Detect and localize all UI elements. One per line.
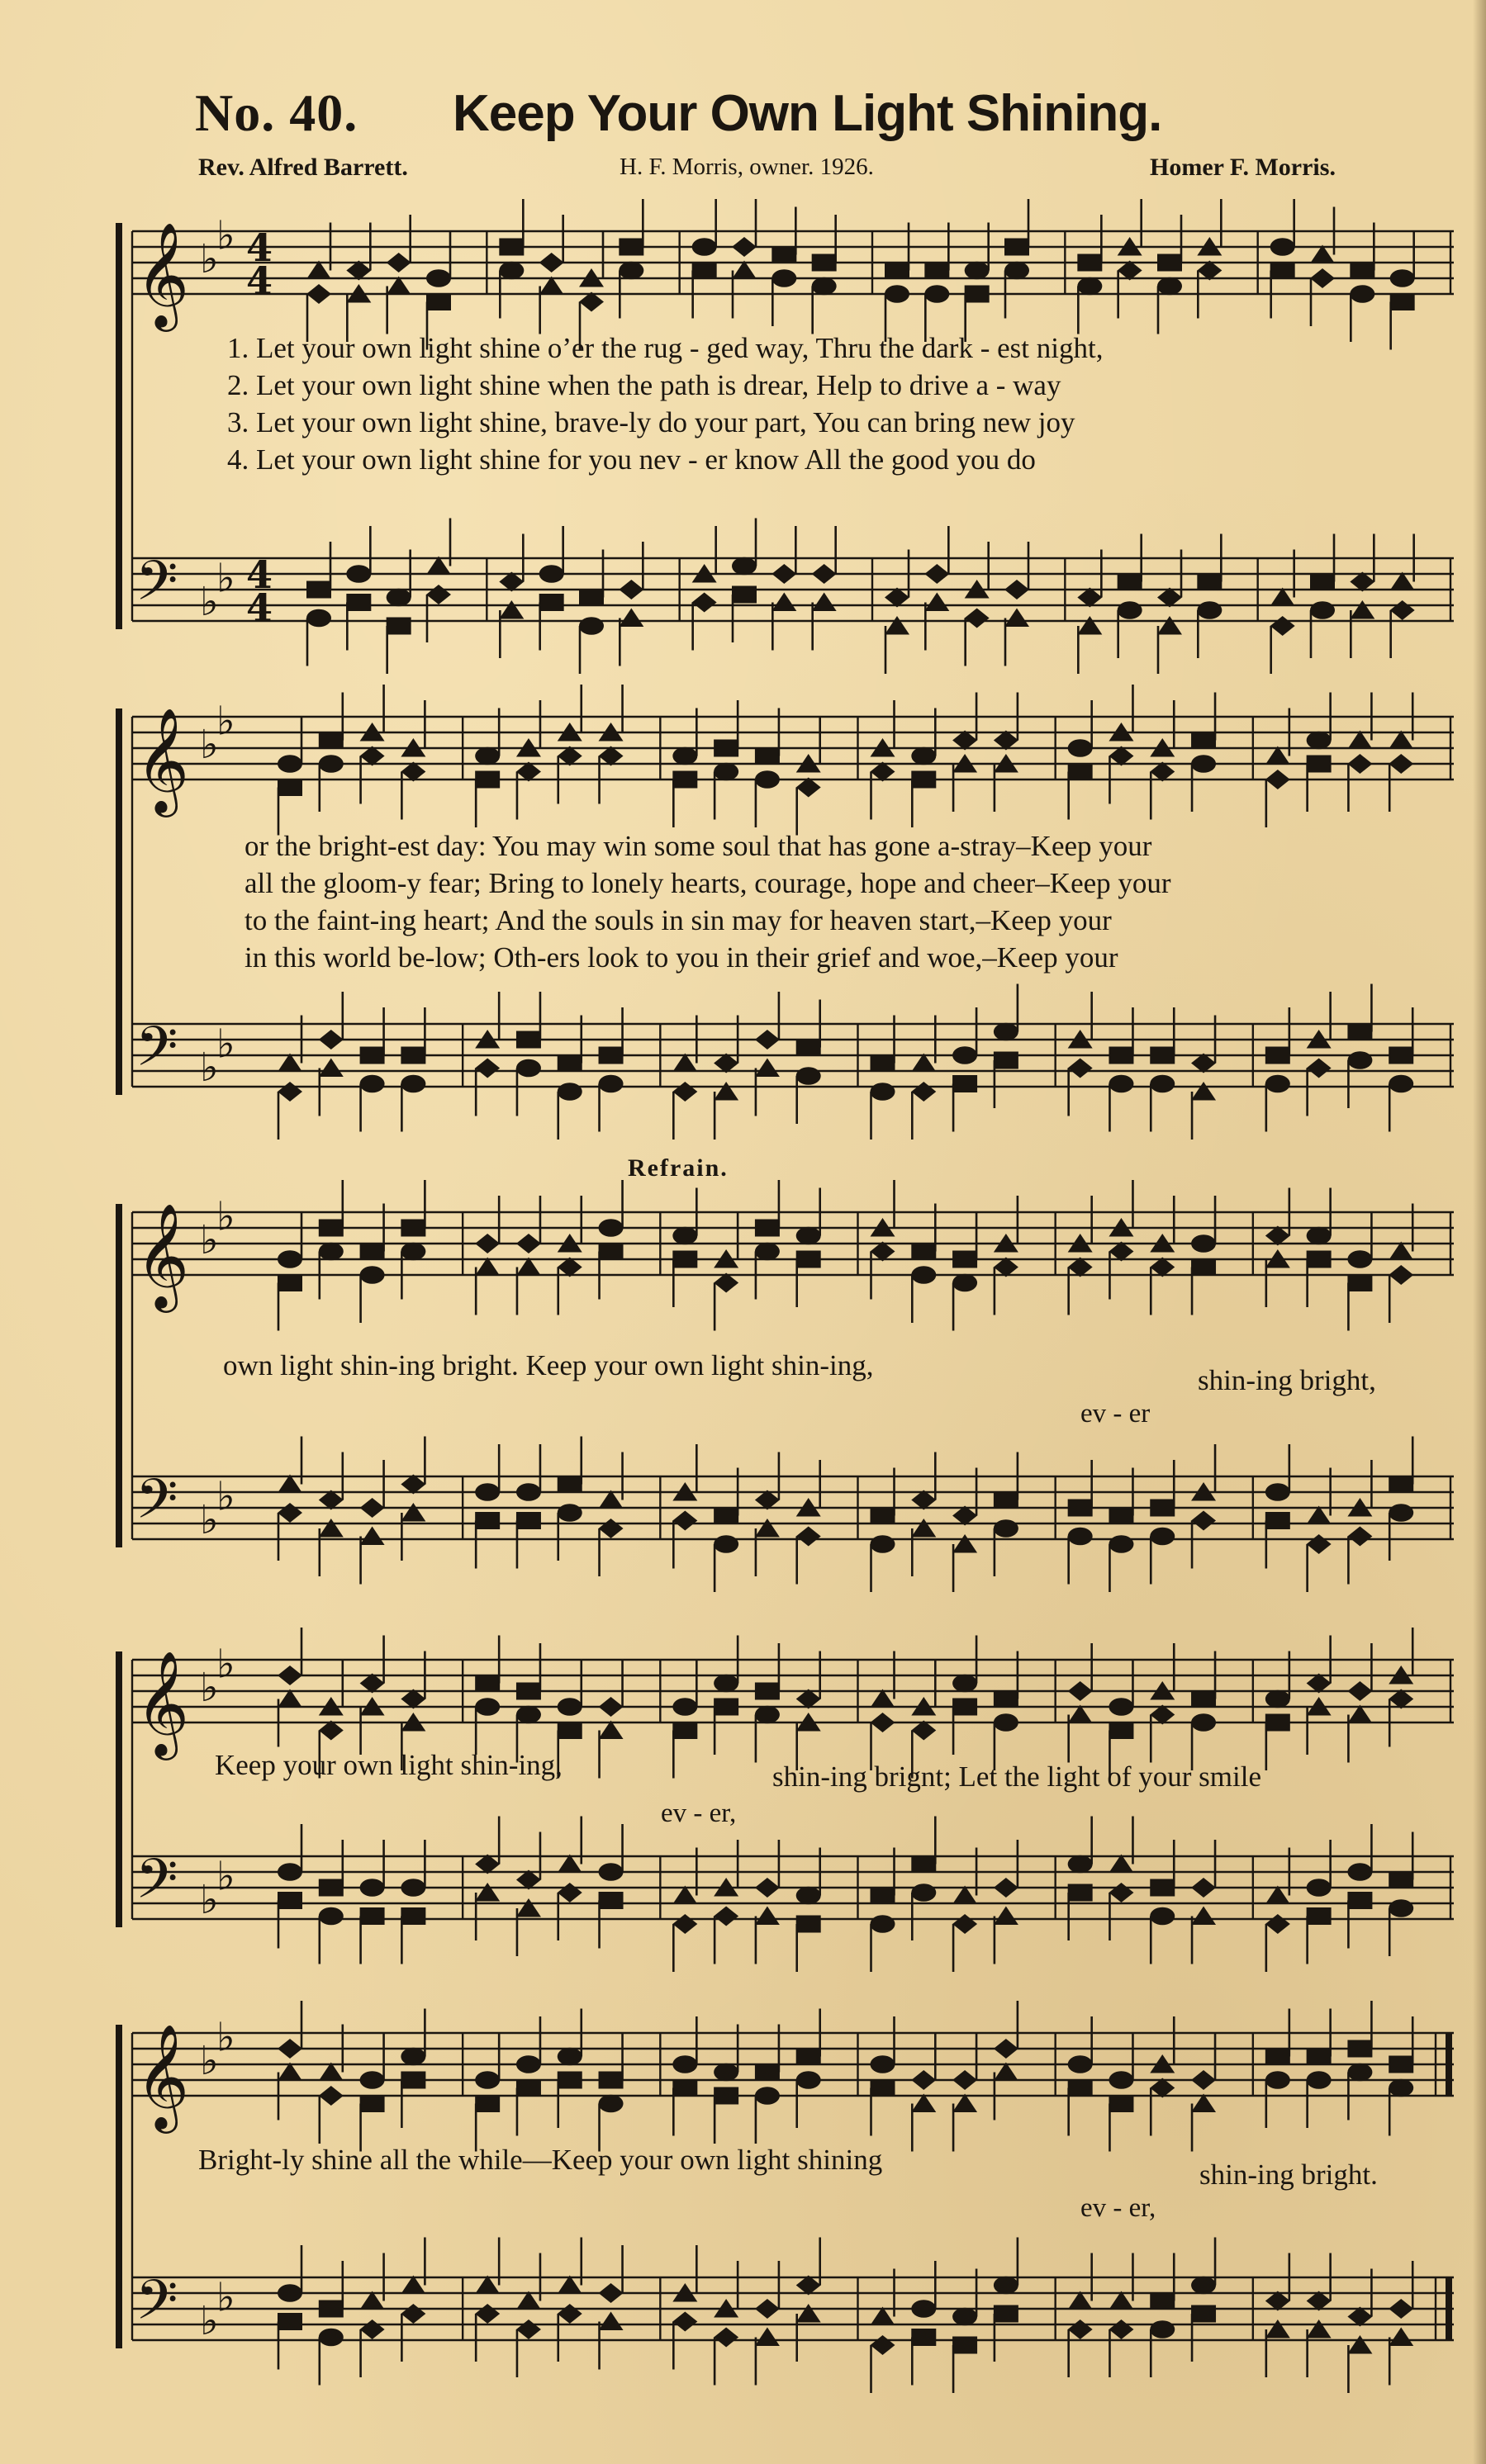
key-signature-flat-5: ♭ [216,2014,235,2061]
soprano-note-5 [1307,2048,1332,2065]
tenor-note-5 [1389,2299,1413,2319]
soprano-note-5 [714,2064,738,2082]
tenor-note-5 [994,2277,1018,2295]
soprano-note-5 [401,2048,425,2066]
alto-note-5 [475,2095,500,2112]
key-signature-flat-3: ♭ [216,1473,235,1520]
refrain-lyric-1c: ev - er [1080,1399,1151,1429]
soprano-note-5 [911,2070,936,2090]
key-signature-flat-4: ♭ [216,1641,235,1688]
bass-clef-3: 𝄢 [135,1467,178,1544]
soprano-note-5 [796,2048,821,2065]
bass-note-5 [516,2319,541,2339]
refrain-lyric-2: Keep your own light shin-ing, [215,1749,563,1781]
bass-clef-4: 𝄢 [135,1847,178,1924]
treble-clef-1: 𝄞 [135,221,190,327]
bass-note-5 [1109,2319,1133,2339]
tenor-note-5 [952,2308,977,2326]
bass-note-5 [319,2329,344,2347]
bass-note-5 [952,2337,977,2354]
bass-note-5 [1347,2335,1372,2354]
alto-note-5 [1265,2071,1290,2089]
verse-1-line-1: 1. Let your own light shine o’er the rug - ged way, Thru the dark - est night, [227,332,1104,364]
bass-note-5 [1068,2319,1093,2339]
refrain-lyric-3: Bright-ly shine all the while—Keep your own light shining [198,2144,883,2176]
treble-clef-3: 𝄞 [135,1202,190,1308]
verse-2-line-1: 2. Let your own light shine when the path is drear, Help to drive a - way [227,369,1061,401]
verse-3-line-2: to the faint-ing heart; And the souls in sin may for heaven start,–Keep your [245,904,1112,936]
system-bar-5 [116,2025,122,2348]
refrain-lyric-2b: shin-ing brignt; Let the light of your smile [772,1760,1262,1793]
bass-note-5 [1265,2319,1290,2338]
key-signature-flat-1: ♭ [216,555,235,602]
soprano-note-5 [278,2039,302,2059]
alto-note-5 [796,2071,821,2089]
time-signature-treble: 4 [246,225,273,270]
page-edge-shadow [1473,0,1486,2464]
bass-note-5 [1389,2328,1413,2347]
bass-note-5 [1191,2305,1216,2323]
alto-note-5 [1109,2095,1133,2112]
bass-note-5 [558,2304,582,2324]
alto-note-5 [1347,2064,1372,2082]
soprano-note-5 [1068,2055,1093,2073]
alto-note-5 [1068,2079,1093,2097]
refrain-lyric-3c: ev - er, [1080,2193,1156,2223]
bass-note-5 [672,2312,697,2332]
soprano-note-5 [516,2055,541,2073]
soprano-note-5 [599,2072,624,2089]
key-signature-flat-2: ♭ [200,1045,219,1091]
key-signature-flat-5: ♭ [216,2274,235,2321]
refrain-lyric-3b: shin-ing bright. [1199,2158,1378,2191]
soprano-note-5 [755,2064,780,2081]
soprano-note-5 [558,2048,582,2066]
verse-4-line-1: 4. Let your own light shine for you nev - er know All the good you do [227,443,1036,476]
refrain-lyric-1b: shin-ing bright, [1198,1364,1376,1396]
bass-note-5 [1150,2320,1175,2338]
key-signature-flat-5: ♭ [200,2038,219,2084]
soprano-note-5 [672,2055,697,2073]
alto-note-5 [401,2072,425,2089]
refrain-lyric-1: own light shin-ing bright. Keep your own light shin-ing, [223,1349,874,1381]
verse-3-line-1: 3. Let your own light shine, brave-ly do your part, You can bring new joy [227,406,1075,438]
key-signature-flat-4: ♭ [200,1665,219,1711]
bass-note-5 [911,2329,936,2346]
bass-note-5 [278,2313,302,2330]
verse-2-line-2: all the gloom-y fear; Bring to lonely hearts, courage, hope and cheer–Keep your [245,867,1171,899]
bass-note-5 [714,2328,738,2348]
tenor-note-5 [755,2299,780,2319]
treble-clef-4: 𝄞 [135,1650,190,1756]
time-signature-treble: 4 [246,258,273,303]
alto-note-5 [516,2079,541,2097]
bass-note-5 [1307,2319,1332,2338]
alto-note-5 [1307,2071,1332,2089]
tenor-note-5 [1150,2292,1175,2310]
soprano-note-5 [475,2071,500,2089]
key-signature-flat-2: ♭ [216,1021,235,1068]
soprano-note-5 [1265,2048,1290,2065]
verse-1-line-2: or the bright-est day: You may win some soul that has gone a-stray–Keep your [245,830,1152,862]
key-signature-flat-5: ♭ [200,2298,219,2344]
key-signature-flat-3: ♭ [216,1193,235,1240]
alto-note-5 [558,2072,582,2089]
bass-note-5 [871,2335,895,2355]
soprano-note-5 [1347,2040,1372,2058]
copyright-notice: H. F. Morris, owner. 1926. [620,154,874,180]
time-signature-bass: 4 [246,585,273,630]
key-signature-flat-3: ♭ [200,1497,219,1543]
alto-note-5 [755,2087,780,2105]
tenor-note-5 [278,2284,302,2302]
key-signature-flat-1: ♭ [200,579,219,625]
refrain-lyric-2c: ev - er, [661,1798,737,1828]
bass-note-5 [599,2312,624,2331]
hymn-title: Keep Your Own Light Shining. [453,85,1162,142]
final-barline [1446,2277,1452,2340]
alto-note-5 [319,2086,344,2106]
bass-note-5 [475,2304,500,2324]
bass-note-5 [360,2319,385,2339]
treble-clef-2: 𝄞 [135,707,190,813]
verse-4-line-2: in this world be-low; Oth-ers look to you in their grief and woe,–Keep your [245,941,1118,974]
bass-note-5 [796,2304,821,2323]
soprano-note-5 [1109,2071,1133,2089]
bass-note-5 [401,2304,425,2324]
alto-note-5 [714,2087,738,2105]
key-signature-flat-4: ♭ [216,1853,235,1900]
key-signature-flat-3: ♭ [200,1217,219,1263]
bass-clef-5: 𝄢 [135,2268,178,2345]
soprano-note-5 [952,2070,977,2090]
tenor-note-5 [319,2301,344,2318]
hymn-number: No. 40. [195,83,358,142]
composer-credit: Homer F. Morris. [1150,154,1336,181]
alto-note-5 [1389,2079,1413,2097]
soprano-note-5 [1389,2056,1413,2073]
soprano-note-5 [1191,2070,1216,2090]
alto-note-5 [871,2079,895,2097]
bass-clef-2: 𝄢 [135,1015,178,1092]
key-signature-flat-1: ♭ [200,236,219,282]
refrain-label: Refrain. [628,1154,729,1182]
tenor-note-5 [599,2283,624,2303]
key-signature-flat-4: ♭ [200,1877,219,1923]
final-barline [1446,2033,1452,2096]
soprano-note-5 [871,2055,895,2073]
alto-note-5 [599,2095,624,2113]
alto-note-5 [360,2095,385,2112]
tenor-note-5 [911,2300,936,2318]
key-signature-flat-2: ♭ [216,698,235,745]
time-signature-bass: 4 [246,552,273,597]
bass-note-5 [755,2328,780,2347]
key-signature-flat-2: ♭ [200,722,219,768]
soprano-note-5 [994,2039,1018,2059]
bass-clef-1: 𝄢 [135,549,178,626]
bass-note-5 [994,2305,1018,2323]
key-signature-flat-1: ♭ [216,212,235,259]
soprano-note-5 [360,2071,385,2089]
alto-note-5 [672,2079,697,2097]
lyricist-credit: Rev. Alfred Barrett. [198,154,408,181]
tenor-note-5 [1191,2277,1216,2295]
treble-clef-5: 𝄞 [135,2023,190,2129]
